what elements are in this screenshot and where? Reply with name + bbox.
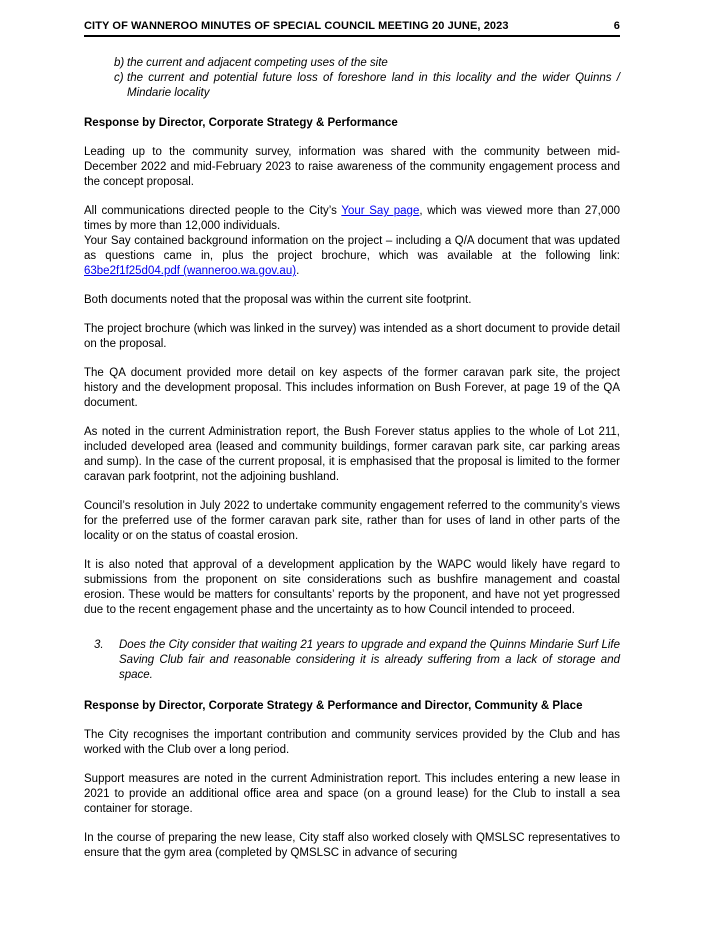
list-item-text: the current and potential future loss of foreshore land in this locality and the wider Quinns / Mindarie locality <box>127 72 620 99</box>
paragraph-city-recognises: The City recognises the important contribution and community services provided by the Club and has worked with the Club over a long period. <box>84 729 620 756</box>
your-say-page-link[interactable]: Your Say page <box>341 205 420 217</box>
paragraph-support-measures: Support measures are noted in the current Administration report. This includes entering a new lease in 2021 to provide an additional office area and space (on a ground lease) for the Club to install a sea container for storage. <box>84 773 620 815</box>
response-heading-community-place: Response by Director, Corporate Strategy & Performance and Director, Community & Place <box>84 700 583 712</box>
page-header <box>84 20 620 37</box>
list-item-label: b) <box>114 57 125 69</box>
list-item-label: c) <box>114 72 124 84</box>
paragraph-community-survey: Leading up to the community survey, information was shared with the community between mid-December 2022 and mid-February 2023 to raise awareness of the community engagement process and the concept proposal. <box>84 146 620 188</box>
paragraph-text: All communications directed people to the City’s <box>84 205 342 217</box>
paragraph-communications <box>84 204 620 234</box>
list-item-text: the current and adjacent competing uses of the site <box>127 57 388 69</box>
paragraph-council-resolution: Council’s resolution in July 2022 to undertake community engagement referred to the community’s views for the preferred use of the former caravan park site, rather than for uses of land in other parts of the locality or on the status of coastal erosion. <box>84 500 620 542</box>
paragraph-text: , which was viewed more than 27,000 times by more than 12,000 individuals. <box>84 205 621 232</box>
list-item-b <box>114 56 620 71</box>
paragraph-qa-document: The QA document provided more detail on key aspects of the former caravan park site, the project history and the development proposal. This includes information on Bush Forever, at page 19 of the QA document. <box>84 367 620 409</box>
question-text: Does the City consider that waiting 21 years to upgrade and expand the Quinns Mindarie Surf Life Saving Club fair and reasonable considering it is already suffering from a lack of storage and space. <box>119 639 620 681</box>
response-heading-corporate-strategy: Response by Director, Corporate Strategy & Performance <box>84 117 398 129</box>
paragraph-your-say-background <box>84 234 620 279</box>
brochure-pdf-link[interactable]: 63be2f1f25d04.pdf (wanneroo.wa.gov.au) <box>84 265 297 277</box>
page-number: 6 <box>613 20 620 32</box>
paragraph-bush-forever: As noted in the current Administration report, the Bush Forever status applies to the whole of Lot 211, included developed area (leased and community buildings, former caravan park site, car parking areas and sump). In the case of the current proposal, it is emphasised that the proposal is limited to the former caravan park footprint, not the adjoining bushland. <box>84 426 620 483</box>
header-title: CITY OF WANNEROO MINUTES OF SPECIAL COUNCIL MEETING 20 JUNE, 2023 <box>84 20 509 32</box>
paragraph-both-documents: Both documents noted that the proposal was within the current site footprint. <box>84 294 472 306</box>
list-item-c <box>114 71 620 101</box>
paragraph-text: Your Say contained background information on the project – including a Q/A document that was updated as questions came in, plus the project brochure, which was available at the following link: <box>84 235 620 262</box>
paragraph-wapc-approval: It is also noted that approval of a development application by the WAPC would likely have regard to submissions from the proponent on site considerations such as bushfire management and coastal erosion. These would be matters for consultants’ reports by the proponent, and have not yet progressed due to the recent engagement phase and the uncertainty as to how Council intended to proceed. <box>84 559 620 616</box>
question-number: 3. <box>94 639 104 651</box>
quoted-criteria-list <box>84 56 620 101</box>
paragraph-project-brochure: The project brochure (which was linked in the survey) was intended as a short document to provide detail on the proposal. <box>84 323 620 350</box>
question-3 <box>84 638 620 683</box>
document-body <box>84 56 620 861</box>
paragraph-new-lease: In the course of preparing the new lease, City staff also worked closely with QMSLSC representatives to ensure that the gym area (completed by QMSLSC in advance of securing <box>84 832 620 859</box>
paragraph-text: . <box>296 265 300 277</box>
